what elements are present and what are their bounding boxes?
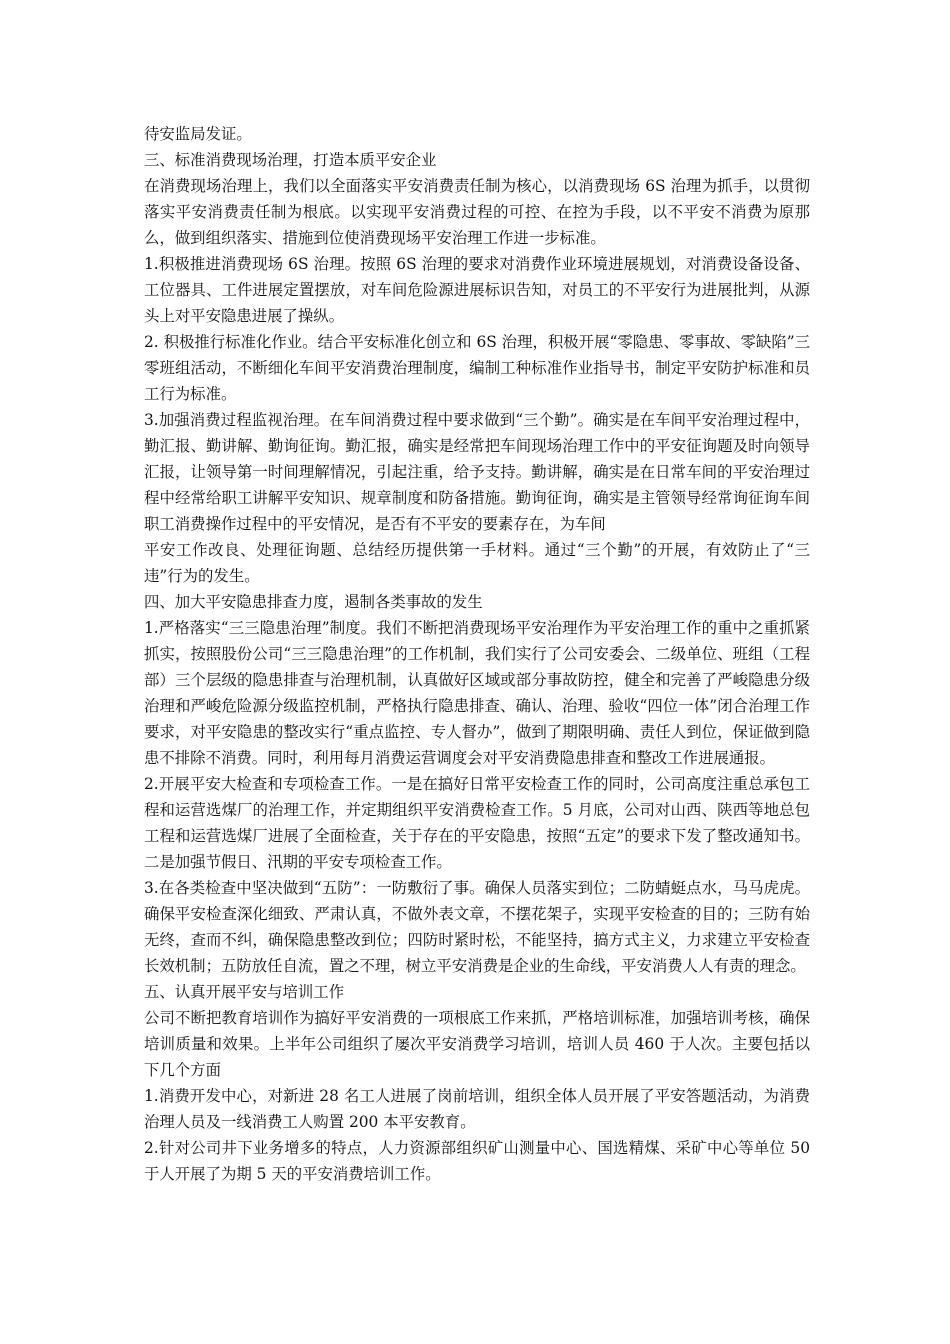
paragraph: 3.在各类检查中坚决做到“五防”：一防敷衍了事。确保人员落实到位；二防蜻蜓点水，马马虎虎。确保平安检查深化细致、严肃认真，不做外表文章，不摆花架子，实现平安检查的目的；三防有始无终，查而不纠，确保隐患整改到位；四防时紧时松，不能坚持，搞方式主义，力求建立平安检查长效机制；五防放任自流，置之不理，树立平安消费是企业的生命线，平安消费人人有责的理念。: [144, 879, 810, 975]
paragraph: 1.消费开发中心，对新进 28 名工人进展了岗前培训，组织全体人员开展了平安答题活动，为消费治理人员及一线消费工人购置 200 本平安教育。: [144, 1087, 810, 1131]
paragraph: 1.严格落实“三三隐患治理”制度。我们不断把消费现场平安治理作为平安治理工作的重中之重抓紧抓实，按照股份公司“三三隐患治理”的工作机制，我们实行了公司安委会、二级单位、班组（工程部）三个层级的隐患排查与治理机制，认真做好区域或部分事故防控，健全和完善了严峻隐患分级治理和严峻危险源分级监控机制，严格执行隐患排查、确认、治理、验收“四位一体”闭合治理工作要求，对平安隐患的整改实行“重点监控、专人督办”，做到了期限明确、责任人到位，保证做到隐患不排除不消费。同时，利用每月消费运营调度会对平安消费隐患排查和整改工作进展通报。: [144, 619, 810, 767]
section-heading: 三、标准消费现场治理，打造本质平安企业: [144, 151, 437, 169]
paragraph: 2.开展平安大检查和专项检查工作。一是在搞好日常平安检查工作的同时，公司高度注重总承包工程和运营选煤厂的治理工作，并定期组织平安消费检查工作。5 月底，公司对山西、陕西等地总包工程和运营选煤厂进展了全面检查，关于存在的平安隐患，按照“五定”的要求下发了整改通知书。二是加强节假日、汛期的平安专项检查工作。: [144, 775, 810, 871]
paragraph: 2. 积极推行标准化作业。结合平安标准化创立和 6S 治理，积极开展“零隐患、零事故、零缺陷”三零班组活动，不断细化车间平安消费治理制度，编制工种标准作业指导书，制定平安防护标准和员工行为标准。: [144, 333, 810, 403]
section-heading: 四、加大平安隐患排查力度，遏制各类事故的发生: [144, 593, 483, 611]
section-heading: 五、认真开展平安与培训工作: [144, 983, 345, 1001]
paragraph: 在消费现场治理上，我们以全面落实平安消费责任制为核心，以消费现场 6S 治理为抓手，以贯彻落实平安消费责任制为根底。以实现平安消费过程的可控、在控为手段，以不平安不消费为原那么，做到组织落实、措施到位使消费现场平安治理工作进一步标准。: [144, 177, 810, 247]
paragraph: 2.针对公司井下业务增多的特点，人力资源部组织矿山测量中心、国选精煤、采矿中心等单位 50 于人开展了为期 5 天的平安消费培训工作。: [144, 1139, 810, 1183]
document-body: [144, 121, 810, 1187]
paragraph: 公司不断把教育培训作为搞好平安消费的一项根底工作来抓，严格培训标准，加强培训考核，确保培训质量和效果。上半年公司组织了屡次平安消费学习培训，培训人员 460 于人次。主要包括以下几个方面: [144, 1009, 810, 1079]
paragraph: 3.加强消费过程监视治理。在车间消费过程中要求做到“三个勤”。确实是在车间平安治理过程中，勤汇报、勤讲解、勤询征询。勤汇报，确实是经常把车间现场治理工作中的平安征询题及时向领导汇报，让领导第一时间理解情况，引起注重，给予支持。勤讲解，确实是在日常车间的平安治理过程中经常给职工讲解平安知识、规章制度和防备措施。勤询征询，确实是主管领导经常询征询车间职工消费操作过程中的平安情况，是否有不平安的要素存在，为车间: [144, 411, 810, 533]
paragraph: 待安监局发证。: [144, 125, 252, 143]
paragraph: 平安工作改良、处理征询题、总结经历提供第一手材料。通过“三个勤”的开展，有效防止了“三违”行为的发生。: [144, 541, 810, 585]
paragraph: 1.积极推进消费现场 6S 治理。按照 6S 治理的要求对消费作业环境进展规划，对消费设备设备、工位器具、工件进展定置摆放，对车间危险源进展标识告知，对员工的不平安行为进展批判，从源头上对平安隐患进展了操纵。: [144, 255, 810, 325]
